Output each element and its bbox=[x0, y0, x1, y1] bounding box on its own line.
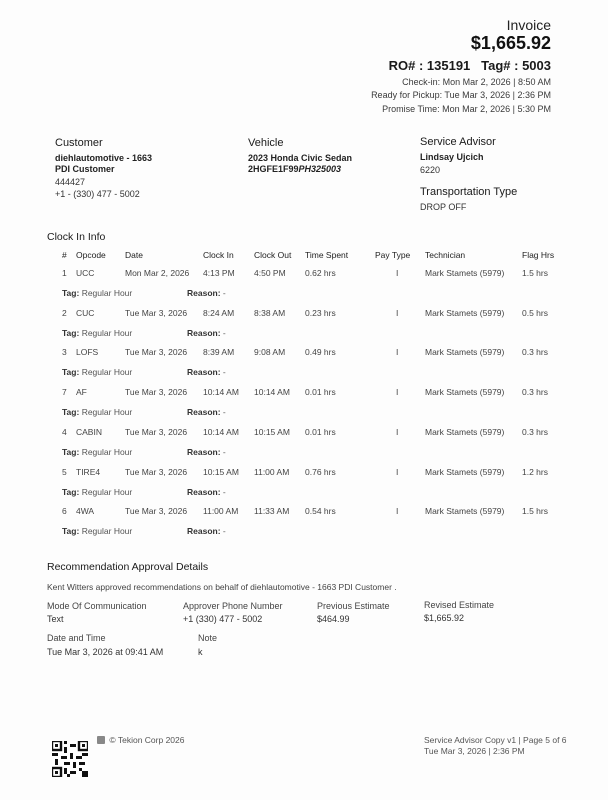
row-number: 4 bbox=[62, 426, 67, 437]
copyright-line bbox=[97, 735, 184, 745]
recommendation-title: Recommendation Approval Details bbox=[47, 561, 209, 573]
row-number: 2 bbox=[62, 307, 67, 318]
row-technician: Mark Stamets (5979) bbox=[425, 268, 505, 278]
tag-label: Tag: bbox=[62, 327, 80, 338]
row-clock-out: 11:00 AM bbox=[254, 466, 290, 477]
row-time-spent: 0.54 hrs bbox=[305, 506, 336, 517]
row-opcode: UCC bbox=[76, 268, 95, 278]
row-clock-in: 10:14 AM bbox=[203, 426, 239, 437]
row-reason bbox=[187, 328, 226, 338]
row-flag-hrs: 1.2 hrs bbox=[522, 466, 548, 477]
row-tag bbox=[62, 447, 132, 457]
transportation-value: DROP OFF bbox=[420, 202, 467, 212]
tag-label: Tag: bbox=[62, 446, 80, 457]
row-pay-type: I bbox=[396, 466, 399, 477]
col-header-pay-type: Pay Type bbox=[375, 250, 411, 260]
row-clock-in: 10:14 AM bbox=[203, 387, 239, 398]
customer-label: Customer bbox=[55, 137, 103, 149]
row-tag bbox=[62, 367, 132, 377]
row-tag bbox=[62, 288, 132, 298]
row-reason bbox=[187, 367, 226, 377]
row-opcode: 4WA bbox=[76, 506, 95, 517]
invoice-total: $1,665.92 bbox=[470, 33, 551, 53]
qr-code-icon bbox=[52, 741, 88, 777]
tag-value: Regular Hour bbox=[81, 367, 133, 378]
reason-label: Reason: bbox=[187, 526, 221, 537]
service-advisor-section bbox=[420, 136, 517, 213]
row-pay-type: I bbox=[396, 347, 399, 358]
reason-value: - bbox=[222, 446, 226, 457]
row-time-spent: 0.49 hrs bbox=[305, 347, 336, 358]
row-technician: Mark Stamets (5979) bbox=[425, 506, 505, 517]
row-clock-in: 11:00 AM bbox=[203, 506, 239, 517]
customer-section bbox=[55, 137, 152, 200]
row-reason bbox=[187, 407, 226, 417]
row-technician: Mark Stamets (5979) bbox=[425, 466, 505, 477]
row-pay-type: I bbox=[396, 506, 399, 517]
row-number: 7 bbox=[62, 387, 67, 398]
service-advisor-id: 6220 bbox=[420, 165, 441, 175]
tag-number: Tag# : 5003 bbox=[481, 58, 551, 73]
tag-label: Tag: bbox=[62, 367, 80, 378]
approver-phone-label: Approver Phone Number bbox=[183, 601, 283, 611]
reason-value: - bbox=[222, 526, 226, 537]
tag-value: Regular Hour bbox=[81, 526, 133, 537]
row-time-spent: 0.01 hrs bbox=[305, 426, 336, 437]
row-time-spent: 0.23 hrs bbox=[305, 307, 336, 318]
ready-for-pickup-time: Ready for Pickup: Tue Mar 3, 2026 | 2:36 PM bbox=[371, 90, 551, 100]
approver-phone-value: +1 (330) 477 - 5002 bbox=[183, 614, 263, 624]
clock-in-title: Clock In Info bbox=[47, 231, 106, 243]
reason-value: - bbox=[222, 327, 226, 338]
note-label: Note bbox=[198, 633, 218, 643]
col-header-clock-in: Clock In bbox=[203, 250, 234, 260]
row-flag-hrs: 1.5 hrs bbox=[522, 506, 548, 517]
row-clock-in: 10:15 AM bbox=[203, 466, 239, 477]
col-header-time-spent: Time Spent bbox=[305, 250, 349, 260]
ro-number: RO# : 135191 bbox=[388, 58, 471, 73]
row-date: Tue Mar 3, 2026 bbox=[125, 426, 188, 437]
col-header-opcode: Opcode bbox=[76, 250, 106, 260]
revised-estimate-value: $1,665.92 bbox=[424, 613, 465, 623]
date-time-label: Date and Time bbox=[47, 633, 106, 643]
reason-value: - bbox=[222, 367, 226, 378]
row-clock-out: 8:38 AM bbox=[254, 307, 286, 318]
check-in-time: Check-in: Mon Mar 2, 2026 | 8:50 AM bbox=[402, 77, 551, 87]
row-tag bbox=[62, 487, 132, 497]
row-technician: Mark Stamets (5979) bbox=[425, 307, 505, 318]
recommendation-statement: Kent Witters approved recommendations on behalf of diehlautomotive - 1663 PDI Customer . bbox=[47, 582, 397, 592]
vehicle-description: 2023 Honda Civic Sedan bbox=[248, 153, 353, 163]
invoice-title: Invoice bbox=[506, 17, 551, 33]
tag-label: Tag: bbox=[62, 407, 80, 418]
copyright-text: © Tekion Corp 2026 bbox=[109, 735, 185, 745]
reason-value: - bbox=[222, 288, 226, 298]
date-time-value: Tue Mar 3, 2026 at 09:41 AM bbox=[47, 647, 164, 657]
vehicle-vin bbox=[248, 164, 352, 175]
revised-estimate-label: Revised Estimate bbox=[424, 600, 495, 610]
reason-label: Reason: bbox=[187, 446, 221, 457]
row-time-spent: 0.76 hrs bbox=[305, 466, 336, 477]
row-clock-out: 10:14 AM bbox=[254, 387, 290, 398]
row-tag bbox=[62, 407, 132, 417]
row-date: Tue Mar 3, 2026 bbox=[125, 307, 188, 318]
tag-label: Tag: bbox=[62, 526, 80, 537]
reason-value: - bbox=[222, 486, 226, 497]
row-flag-hrs: 0.3 hrs bbox=[522, 387, 548, 398]
service-advisor-label: Service Advisor bbox=[420, 136, 496, 148]
row-opcode: LOFS bbox=[76, 347, 99, 358]
tag-value: Regular Hour bbox=[81, 288, 133, 298]
row-pay-type: I bbox=[396, 387, 399, 398]
col-header-technician: Technician bbox=[425, 250, 466, 260]
row-reason bbox=[187, 288, 226, 298]
row-clock-out: 11:33 AM bbox=[254, 506, 290, 517]
reason-value: - bbox=[222, 407, 226, 418]
ro-tag-line bbox=[389, 58, 551, 73]
row-clock-in: 4:13 PM bbox=[203, 268, 235, 278]
previous-estimate-value: $464.99 bbox=[317, 614, 350, 624]
col-header-flag-hrs: Flag Hrs bbox=[522, 250, 555, 260]
row-date: Tue Mar 3, 2026 bbox=[125, 506, 188, 517]
promise-time: Promise Time: Mon Mar 2, 2026 | 5:30 PM bbox=[382, 104, 551, 114]
row-opcode: AF bbox=[76, 387, 87, 398]
reason-label: Reason: bbox=[187, 367, 221, 378]
row-clock-out: 10:15 AM bbox=[254, 426, 290, 437]
transportation-label: Transportation Type bbox=[420, 186, 518, 198]
row-reason bbox=[187, 447, 226, 457]
row-date: Mon Mar 2, 2026 bbox=[125, 268, 190, 278]
row-number: 5 bbox=[62, 466, 67, 477]
row-clock-out: 4:50 PM bbox=[254, 268, 286, 278]
mode-value: Text bbox=[47, 614, 64, 624]
printed-time: Tue Mar 3, 2026 | 2:36 PM bbox=[424, 746, 525, 756]
row-opcode: TIRE4 bbox=[76, 466, 101, 477]
customer-name-line1: diehlautomotive - 1663 bbox=[55, 153, 153, 163]
row-time-spent: 0.62 hrs bbox=[305, 268, 336, 278]
row-number: 1 bbox=[62, 268, 67, 278]
tag-label: Tag: bbox=[62, 288, 80, 298]
row-clock-in: 8:39 AM bbox=[203, 347, 235, 358]
row-flag-hrs: 0.5 hrs bbox=[522, 307, 548, 318]
reason-label: Reason: bbox=[187, 327, 221, 338]
row-pay-type: I bbox=[396, 268, 399, 278]
row-flag-hrs: 0.3 hrs bbox=[522, 426, 548, 437]
row-tag bbox=[62, 526, 132, 536]
tag-value: Regular Hour bbox=[81, 407, 133, 418]
row-opcode: CUC bbox=[76, 307, 95, 318]
customer-phone: +1 - (330) 477 - 5002 bbox=[55, 189, 140, 199]
row-pay-type: I bbox=[396, 307, 399, 318]
row-clock-in: 8:24 AM bbox=[203, 307, 235, 318]
col-header-num: # bbox=[62, 250, 67, 260]
row-date: Tue Mar 3, 2026 bbox=[125, 347, 188, 358]
mode-label: Mode Of Communication bbox=[47, 601, 147, 611]
col-header-date: Date bbox=[125, 250, 143, 260]
row-reason bbox=[187, 487, 226, 497]
tag-value: Regular Hour bbox=[81, 446, 133, 457]
tekion-logo-icon bbox=[97, 736, 105, 744]
copy-info: Service Advisor Copy v1 | Page 5 of 6 bbox=[424, 735, 567, 745]
row-technician: Mark Stamets (5979) bbox=[425, 387, 505, 398]
row-date: Tue Mar 3, 2026 bbox=[125, 387, 188, 398]
vehicle-section bbox=[248, 137, 352, 175]
tag-value: Regular Hour bbox=[81, 327, 133, 338]
tag-value: Regular Hour bbox=[81, 486, 133, 497]
col-header-clock-out: Clock Out bbox=[254, 250, 292, 260]
row-clock-out: 9:08 AM bbox=[254, 347, 286, 358]
row-number: 3 bbox=[62, 347, 67, 358]
vin-prefix: 2HGFE1F99 bbox=[248, 164, 299, 174]
row-time-spent: 0.01 hrs bbox=[305, 387, 336, 398]
tag-label: Tag: bbox=[62, 486, 80, 497]
row-technician: Mark Stamets (5979) bbox=[425, 426, 505, 437]
note-value: k bbox=[198, 647, 203, 657]
row-reason bbox=[187, 526, 226, 536]
row-date: Tue Mar 3, 2026 bbox=[125, 466, 188, 477]
previous-estimate-label: Previous Estimate bbox=[317, 601, 390, 611]
reason-label: Reason: bbox=[187, 486, 221, 497]
row-flag-hrs: 0.3 hrs bbox=[522, 347, 548, 358]
row-technician: Mark Stamets (5979) bbox=[425, 347, 505, 358]
row-opcode: CABIN bbox=[76, 426, 102, 437]
reason-label: Reason: bbox=[187, 407, 221, 418]
row-number: 6 bbox=[62, 506, 67, 517]
row-flag-hrs: 1.5 hrs bbox=[522, 268, 548, 278]
vehicle-label: Vehicle bbox=[248, 137, 284, 149]
row-tag bbox=[62, 328, 132, 338]
reason-label: Reason: bbox=[187, 288, 221, 298]
service-advisor-name: Lindsay Ujcich bbox=[420, 152, 484, 162]
customer-id: 444427 bbox=[55, 177, 86, 187]
vin-suffix: PH325003 bbox=[298, 164, 342, 174]
customer-name-line2: PDI Customer bbox=[55, 164, 115, 174]
row-pay-type: I bbox=[396, 426, 399, 437]
